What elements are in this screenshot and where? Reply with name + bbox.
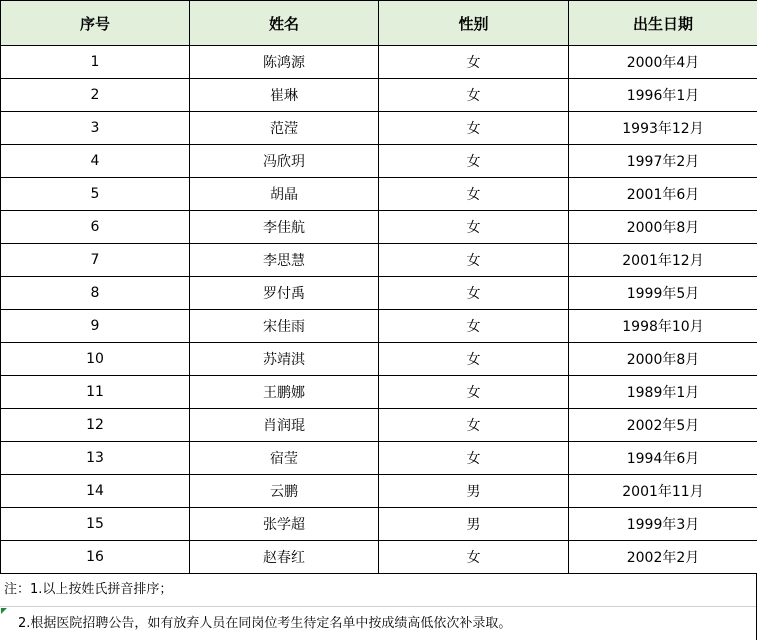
cell-gender[interactable]: 男 [379,508,569,541]
cell-index[interactable]: 3 [1,112,190,145]
note-text-2: 2.根据医院招聘公告，如有放弃人员在同岗位考生待定名单中按成绩高低依次补录取。 [18,616,512,631]
cell-index[interactable]: 12 [1,409,190,442]
cell-birthdate[interactable]: 2000年4月 [569,46,757,79]
cell-birthdate[interactable]: 1989年1月 [569,376,757,409]
table-row [1,442,757,475]
cell-birthdate[interactable]: 1998年10月 [569,310,757,343]
cell-gender[interactable]: 女 [379,112,569,145]
cell-birthdate[interactable]: 2001年11月 [569,475,757,508]
table-row [1,508,757,541]
cell-birthdate[interactable]: 1996年1月 [569,79,757,112]
cell-birthdate[interactable]: 2001年6月 [569,178,757,211]
table-row [1,145,757,178]
header-cell-gender[interactable]: 性别 [379,1,569,46]
cell-birthdate[interactable]: 1994年6月 [569,442,757,475]
table-row [1,46,757,79]
cell-index[interactable]: 4 [1,145,190,178]
table-row [1,178,757,211]
cell-index[interactable]: 8 [1,277,190,310]
table-row [1,244,757,277]
cell-birthdate[interactable]: 1997年2月 [569,145,757,178]
cell-index[interactable]: 5 [1,178,190,211]
cell-index[interactable]: 16 [1,541,190,574]
cell-gender[interactable]: 女 [379,244,569,277]
cell-name[interactable]: 陈鸿源 [190,46,379,79]
cell-index[interactable]: 10 [1,343,190,376]
cell-name[interactable]: 宿莹 [190,442,379,475]
cell-birthdate[interactable]: 2001年12月 [569,244,757,277]
header-row [1,1,757,46]
cell-gender[interactable]: 女 [379,178,569,211]
table-row [1,541,757,574]
note-cell-1[interactable]: 注：1.以上按姓氏拼音排序； [4,582,173,597]
cell-gender[interactable]: 女 [379,409,569,442]
cell-index[interactable]: 14 [1,475,190,508]
header-cell-birthdate[interactable]: 出生日期 [569,1,757,46]
cell-index[interactable]: 6 [1,211,190,244]
cell-birthdate[interactable]: 1999年5月 [569,277,757,310]
table-body [1,46,757,574]
cell-index[interactable]: 15 [1,508,190,541]
table-row [1,310,757,343]
cell-name[interactable]: 范滢 [190,112,379,145]
cell-index[interactable]: 13 [1,442,190,475]
cell-name[interactable]: 张学超 [190,508,379,541]
header-cell-name[interactable]: 姓名 [190,1,379,46]
table-row [1,376,757,409]
cell-birthdate[interactable]: 2000年8月 [569,343,757,376]
cell-index[interactable]: 11 [1,376,190,409]
cell-name[interactable]: 王鹏娜 [190,376,379,409]
table-row [1,79,757,112]
cell-gender[interactable]: 男 [379,475,569,508]
cell-index[interactable]: 2 [1,79,190,112]
cell-birthdate[interactable]: 2002年2月 [569,541,757,574]
table-row [1,409,757,442]
cell-gender[interactable]: 女 [379,277,569,310]
cell-name[interactable]: 宋佳雨 [190,310,379,343]
cell-index[interactable]: 9 [1,310,190,343]
cell-birthdate[interactable]: 2000年8月 [569,211,757,244]
notes-area [0,573,757,640]
cell-name[interactable]: 冯欣玥 [190,145,379,178]
cell-name[interactable]: 肖润琨 [190,409,379,442]
cell-birthdate[interactable]: 1999年3月 [569,508,757,541]
cell-birthdate[interactable]: 2002年5月 [569,409,757,442]
cell-gender[interactable]: 女 [379,376,569,409]
cell-gender[interactable]: 女 [379,79,569,112]
cell-name[interactable]: 罗付禹 [190,277,379,310]
table-row [1,343,757,376]
cell-gender[interactable]: 女 [379,145,569,178]
cell-name[interactable]: 胡晶 [190,178,379,211]
cell-gender[interactable]: 女 [379,310,569,343]
table-row [1,211,757,244]
header-cell-index[interactable]: 序号 [1,1,190,46]
cell-index[interactable]: 7 [1,244,190,277]
cell-comment-marker-icon [1,608,7,614]
cell-birthdate[interactable]: 1993年12月 [569,112,757,145]
table-row [1,277,757,310]
cell-gender[interactable]: 女 [379,541,569,574]
cell-gender[interactable]: 女 [379,343,569,376]
table-row [1,112,757,145]
cell-gender[interactable]: 女 [379,442,569,475]
cell-name[interactable]: 李思慧 [190,244,379,277]
cell-name[interactable]: 崔琳 [190,79,379,112]
note-cell-2[interactable] [0,606,757,639]
cell-gender[interactable]: 女 [379,46,569,79]
cell-index[interactable]: 1 [1,46,190,79]
cell-name[interactable]: 李佳航 [190,211,379,244]
cell-gender[interactable]: 女 [379,211,569,244]
cell-name[interactable]: 云鹏 [190,475,379,508]
cell-name[interactable]: 赵春红 [190,541,379,574]
table-row [1,475,757,508]
cell-name[interactable]: 苏靖淇 [190,343,379,376]
